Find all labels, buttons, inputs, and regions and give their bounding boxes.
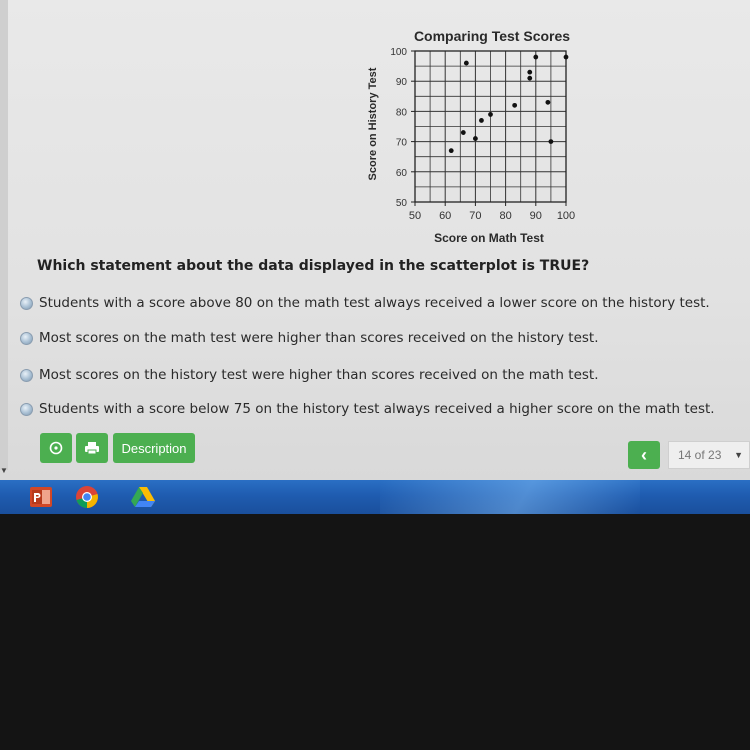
screen-bezel (0, 514, 750, 750)
print-button[interactable] (76, 433, 108, 463)
answer-option-2[interactable] (20, 327, 599, 349)
chevron-down-icon: ▼ (0, 466, 8, 475)
google-drive-icon[interactable] (130, 484, 156, 510)
radio-button-2[interactable] (20, 332, 33, 345)
left-edge (0, 0, 8, 470)
data-point (449, 148, 454, 153)
answer-option-4[interactable] (20, 398, 715, 420)
description-button[interactable]: Description (113, 433, 195, 463)
data-point (473, 136, 478, 141)
clock-icon (49, 441, 63, 455)
y-tick-label: 60 (395, 167, 407, 179)
y-tick-label: 80 (395, 107, 407, 119)
x-tick-label: 50 (408, 210, 422, 222)
answer-option-3-label: Most scores on the history test were higher than scores received on the math test. (39, 367, 599, 383)
x-axis-label: Score on Math Test (434, 231, 544, 245)
data-point (479, 118, 484, 123)
previous-button[interactable] (628, 441, 660, 469)
chevron-left-icon: ‹ (641, 444, 647, 465)
data-point (533, 55, 538, 60)
y-tick-label: 70 (395, 137, 407, 149)
y-tick-label: 90 (395, 77, 407, 89)
x-tick-label: 100 (556, 210, 576, 222)
data-point (464, 61, 469, 66)
answer-option-1[interactable] (20, 292, 710, 314)
radio-button-3[interactable] (20, 369, 33, 382)
printer-icon (84, 441, 100, 455)
x-tick-label: 80 (499, 210, 512, 222)
chrome-icon[interactable] (74, 484, 100, 510)
scatterplot-chart (360, 22, 590, 252)
x-tick-label: 90 (529, 210, 542, 222)
page-selector[interactable] (668, 441, 750, 469)
answer-option-4-label: Students with a score below 75 on the history test always received a higher score on the math test. (39, 401, 715, 417)
reference-button[interactable] (40, 433, 72, 463)
answer-option-2-label: Most scores on the math test were higher than scores received on the history test. (39, 330, 599, 346)
x-tick-label: 60 (439, 210, 452, 222)
data-point (512, 103, 517, 108)
data-point (488, 112, 493, 117)
answer-option-1-label: Students with a score above 80 on the math test always received a lower score on the history test. (39, 295, 710, 311)
taskbar (0, 480, 750, 514)
powerpoint-icon[interactable] (28, 484, 54, 510)
radio-button-1[interactable] (20, 297, 33, 310)
x-tick-label: 70 (469, 210, 482, 222)
chart-title: Comparing Test Scores (413, 28, 571, 44)
data-point (564, 55, 569, 60)
page-indicator: 14 of 23 (678, 448, 722, 462)
data-point (461, 130, 466, 135)
taskbar-glare (380, 480, 640, 514)
data-point (545, 100, 550, 105)
y-tick-label: 50 (395, 198, 407, 209)
answer-option-3[interactable] (20, 364, 599, 386)
data-point (527, 70, 532, 75)
question-text: Which statement about the data displayed in the scatterplot is TRUE? (37, 258, 590, 274)
radio-button-4[interactable] (20, 403, 33, 416)
data-point (549, 139, 554, 144)
y-axis-label: Score on History Test (367, 67, 379, 181)
y-tick-label: 100 (390, 47, 407, 58)
data-point (527, 76, 532, 81)
caret-down-icon: ▼ (734, 450, 743, 460)
